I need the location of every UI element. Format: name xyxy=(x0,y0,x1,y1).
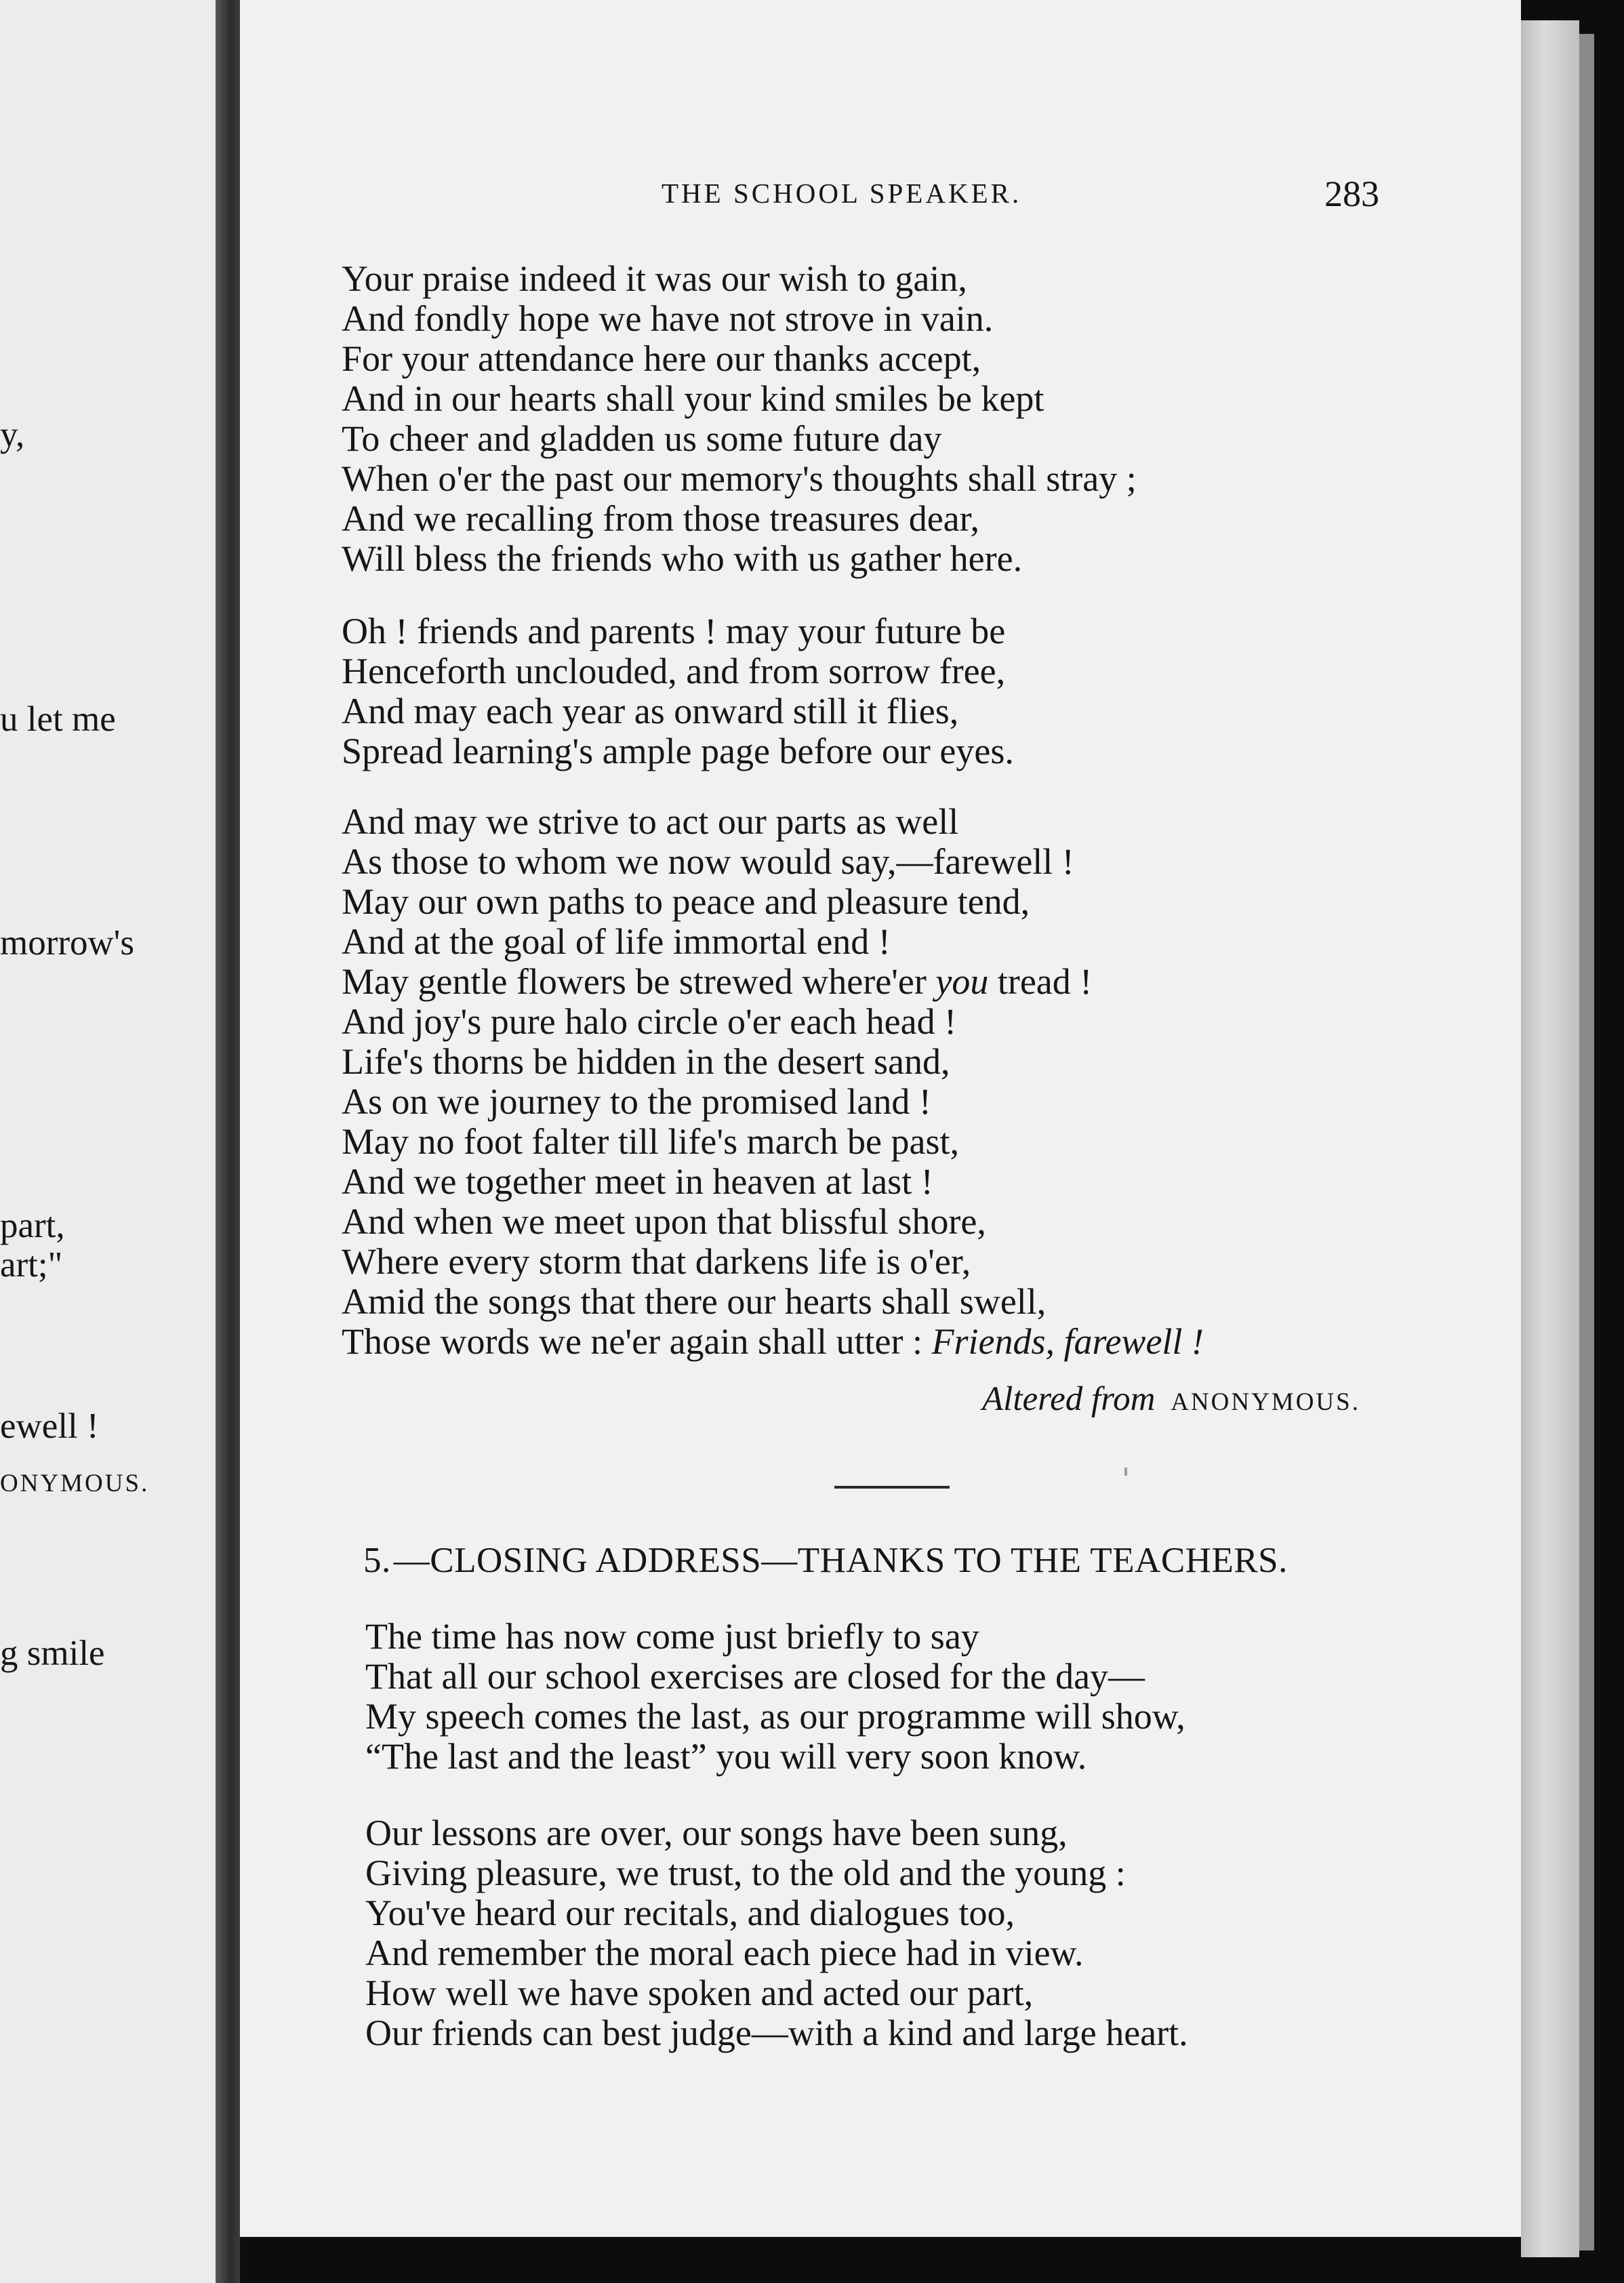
poem-line-italic: you xyxy=(935,961,989,1002)
poem-line xyxy=(342,962,1204,1002)
poem-line: And in our hearts shall your kind smiles be kept xyxy=(342,378,1044,419)
address-stanza xyxy=(365,1617,1185,1777)
poem-line: Amid the songs that there our hearts shall swell, xyxy=(342,1281,1047,1322)
poem-line: To cheer and gladden us some future day xyxy=(342,418,942,459)
poem-line: Will bless the friends who with us gather here. xyxy=(342,538,1023,579)
address-line: My speech comes the last, as our programme will show, xyxy=(365,1696,1185,1737)
previous-page-fragment: part, xyxy=(0,1206,65,1245)
page-number: 283 xyxy=(1324,174,1379,214)
poem-line: As on we journey to the promised land ! xyxy=(342,1081,931,1122)
poem-line: For your attendance here our thanks accept, xyxy=(342,338,981,379)
address-line: “The last and the least” you will very soon know. xyxy=(365,1736,1087,1777)
book-page xyxy=(240,0,1521,2237)
poem-line: May our own paths to peace and pleasure tend, xyxy=(342,881,1030,922)
previous-page-fragment: y, xyxy=(0,415,25,454)
attribution-prefix: Altered from xyxy=(982,1380,1156,1418)
running-head: THE SCHOOL SPEAKER. xyxy=(662,178,1022,209)
poem-line: When o'er the past our memory's thoughts shall stray ; xyxy=(342,458,1137,499)
poem-line: Where every storm that darkens life is o'er, xyxy=(342,1241,971,1282)
previous-page-fragment: u let me xyxy=(0,700,116,739)
attribution-author: ANONYMOUS. xyxy=(1171,1388,1360,1416)
section-divider xyxy=(834,1486,950,1489)
poem-line: Spread learning's ample page before our eyes. xyxy=(342,731,1014,771)
poem-line: And when we meet upon that blissful shore, xyxy=(342,1201,986,1242)
poem-line: And may each year as onward still it flies, xyxy=(342,691,959,731)
poem-line: Oh ! friends and parents ! may your future be xyxy=(342,611,1006,651)
poem-stanza xyxy=(342,802,1204,1362)
poem-line: And fondly hope we have not strove in vain. xyxy=(342,298,994,339)
address-line: The time has now come just briefly to say xyxy=(365,1616,979,1657)
book-gutter xyxy=(216,0,240,2283)
poem-line: May no foot falter till life's march be past, xyxy=(342,1121,959,1162)
paper-speck xyxy=(1124,1468,1127,1476)
section-title: —CLOSING ADDRESS—THANKS TO THE TEACHERS. xyxy=(393,1541,1288,1580)
previous-page-fragment: morrow's xyxy=(0,923,134,963)
poem-line: And may we strive to act our parts as well xyxy=(342,801,959,842)
page-header xyxy=(240,173,1521,220)
poem-line-text: Those words we ne'er again shall utter : xyxy=(342,1321,932,1362)
previous-page-fragment: g smile xyxy=(0,1634,105,1673)
poem-line: And we together meet in heaven at last ! xyxy=(342,1161,933,1202)
address-line: That all our school exercises are closed for the day— xyxy=(365,1656,1145,1697)
poem-line: Life's thorns be hidden in the desert sand, xyxy=(342,1041,950,1082)
address-line: Our friends can best judge—with a kind and large heart. xyxy=(365,2013,1188,2053)
address-line: How well we have spoken and acted our part, xyxy=(365,1973,1034,2013)
previous-page-fragment: art;" xyxy=(0,1245,63,1285)
page-edge-shadow xyxy=(1579,34,1594,2250)
poem-line-italic: Friends, farewell ! xyxy=(931,1321,1204,1362)
poem-stanza xyxy=(342,259,1137,579)
address-line: And remember the moral each piece had in view. xyxy=(365,1933,1084,1973)
poem-stanza xyxy=(342,611,1014,771)
section-heading xyxy=(363,1540,1288,1581)
previous-page-fragment: ONYMOUS. xyxy=(0,1470,150,1497)
address-line: Our lessons are over, our songs have been sung, xyxy=(365,1813,1068,1853)
poem-line: Henceforth unclouded, and from sorrow free, xyxy=(342,651,1006,691)
poem-line: And joy's pure halo circle o'er each head ! xyxy=(342,1001,957,1042)
previous-page-fragment: ewell ! xyxy=(0,1407,99,1446)
address-line: You've heard our recitals, and dialogues too, xyxy=(365,1893,1015,1933)
address-stanza xyxy=(365,1813,1188,2053)
section-number: 5. xyxy=(363,1541,391,1580)
poem-line: And we recalling from those treasures dear, xyxy=(342,498,979,539)
address-line: Giving pleasure, we trust, to the old and the young : xyxy=(365,1853,1126,1893)
poem-line xyxy=(342,1322,1204,1362)
poem-attribution xyxy=(982,1379,1360,1419)
page-edge xyxy=(1521,20,1579,2257)
poem-line: And at the goal of life immortal end ! xyxy=(342,921,891,962)
poem-line: Your praise indeed it was our wish to gain, xyxy=(342,258,967,299)
previous-page xyxy=(0,0,216,2283)
poem-line: As those to whom we now would say,—farewell ! xyxy=(342,841,1074,882)
poem-line-text: May gentle flowers be strewed where'er xyxy=(342,961,936,1002)
poem-line-text: tread ! xyxy=(988,961,1093,1002)
